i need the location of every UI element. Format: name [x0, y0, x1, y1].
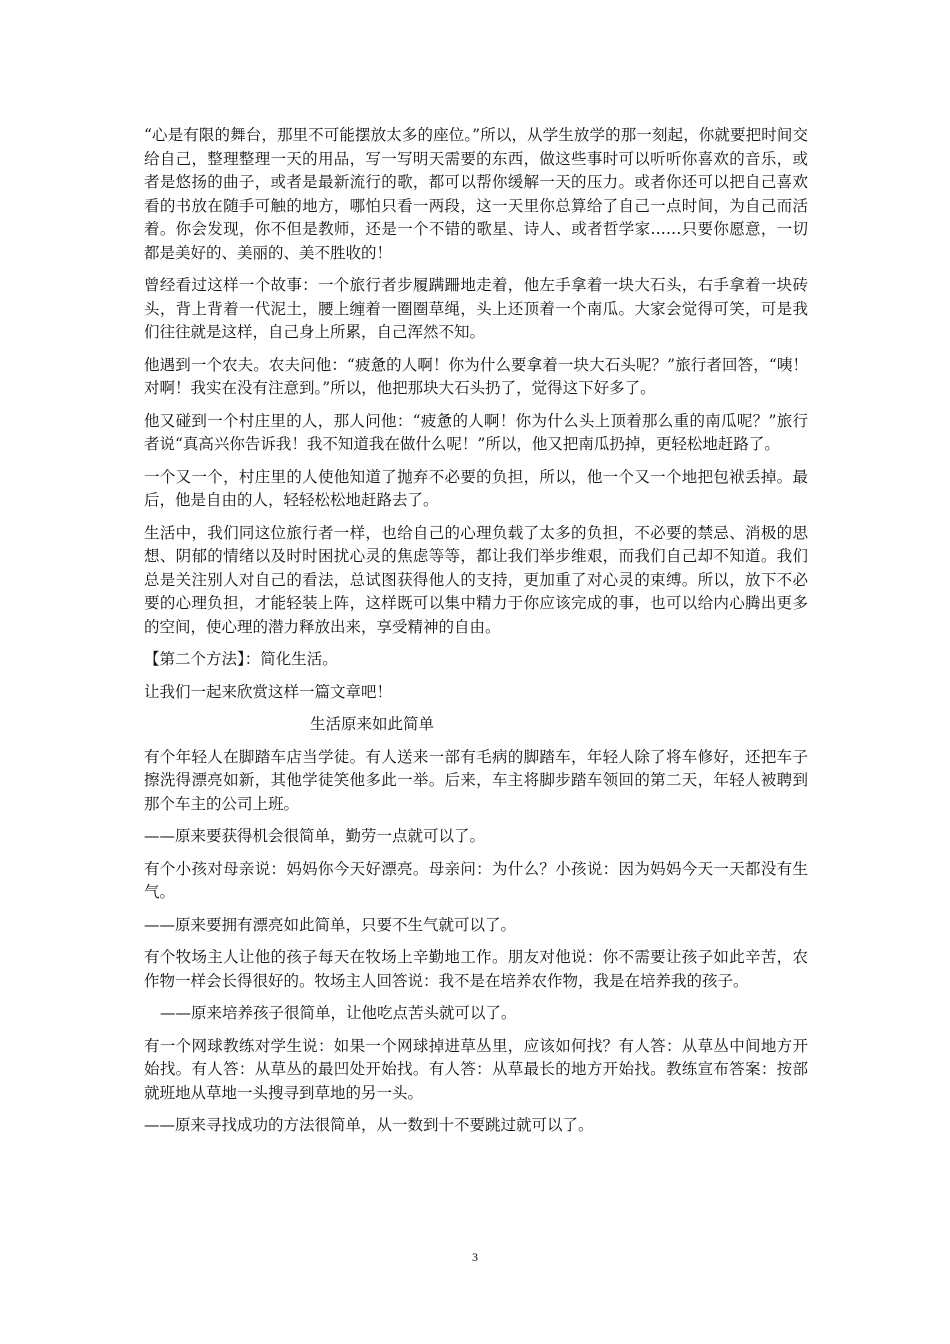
document-body [144, 124, 808, 1147]
paragraph-ranch-owner: 有个牧场主人让他的孩子每天在牧场上辛勤地工作。朋友对他说：你不需要让孩子如此辛苦，农作物一样会长得很好的。牧场主人回答说：我不是在培养农作物，我是在培养我的孩子。 [144, 948, 808, 990]
paragraph-child-mother: 有个小孩对母亲说：妈妈你今天好漂亮。母亲问：为什么？小孩说：因为妈妈今天一天都没有生气。 [144, 859, 808, 901]
moral-success: ——原来寻找成功的方法很简单，从一数到十不要跳过就可以了。 [144, 1116, 594, 1134]
page-number: 3 [472, 1250, 478, 1264]
paragraph-life-burden: 生活中，我们同这位旅行者一样，也给自己的心理负载了太多的负担，不必要的禁忌、消极的思想、阴郁的情绪以及时时困扰心灵的焦虑等等，都让我们举步维艰，而我们自己却不知道。我们总是关注别人对自己的看法，总试图获得他人的支持，更加重了对心灵的束缚。所以，放下不必要的心理负担，才能轻装上阵，这样既可以集中精力于你应该完成的事，也可以给内心腾出更多的空间，使心理的潜力释放出来，享受精神的自由。 [144, 523, 808, 636]
paragraph-bicycle-apprentice: 有个年轻人在脚踏车店当学徒。有人送来一部有毛病的脚踏车，年轻人除了将车修好，还把车子擦洗得漂亮如新，其他学徒笑他多此一举。后来，车主将脚步踏车领回的第二天，年轻人被聘到那个车主的公司上班。 [144, 747, 808, 813]
moral-opportunity: ——原来要获得机会很简单，勤劳一点就可以了。 [144, 827, 486, 845]
paragraph-tennis-coach: 有一个网球教练对学生说：如果一个网球掉进草丛里，应该如何找？有人答：从草丛中间地方开始找。有人答：从草丛的最凹处开始找。有人答：从草最长的地方开始找。教练宣布答案：按部就班地从草地一头搜寻到草地的另一头。 [144, 1036, 808, 1102]
section-heading-method-two: 【第二个方法】：简化生活。 [144, 650, 338, 668]
paragraph-heart-stage: “心是有限的舞台，那里不可能摆放太多的座位。”所以，从学生放学的那一刻起，你就要把时间交给自己，整理整理一天的用品，写一写明天需要的东西，做这些事时可以听听你喜欢的音乐，或者是悠扬的曲子，或者是最新流行的歌，都可以帮你缓解一天的压力。或者你还可以把自己喜欢看的书放在随手可触的地方，哪怕只看一两段，这一天里你总算给了自己一点时间，为自己而活着。你会发现，你不但是教师，还是一个不错的歌星、诗人、或者哲学家……只要你愿意，一切都是美好的、美丽的、美不胜收的！ [144, 126, 808, 262]
paragraph-traveler-story: 曾经看过这样一个故事：一个旅行者步履蹒跚地走着，他左手拿着一块大石头，右手拿着一块砖头，背上背着一代泥土，腰上缠着一圈圈草绳，头上还顶着一个南瓜。大家会觉得可笑，可是我们往往就是这样，自己身上所累，自己浑然不知。 [144, 276, 808, 341]
moral-raising-children: ——原来培养孩子很简单，让他吃点苦头就可以了。 [160, 1004, 517, 1022]
paragraph-intro-article: 让我们一起来欣赏这样一篇文章吧！ [144, 682, 393, 701]
paragraph-farmer: 他遇到一个农夫。农夫问他：“疲惫的人啊！你为什么要拿着一块大石头呢？”旅行者回答，“咦！对啊！我实在没有注意到。”所以，他把那块大石头扔了，觉得这下好多了。 [144, 355, 808, 397]
moral-beauty: ——原来要拥有漂亮如此简单，只要不生气就可以了。 [144, 915, 517, 934]
article-title: 生活原来如此简单 [310, 715, 435, 733]
paragraph-villager: 他又碰到一个村庄里的人，那人问他：“疲惫的人啊！你为什么头上顶着那么重的南瓜呢？”旅行者说“真高兴你告诉我！我不知道我在做什么呢！”所以，他又把南瓜扔掉，更轻松地赶路了。 [144, 411, 808, 453]
paragraph-free-man: 一个又一个，村庄里的人使他知道了抛弃不必要的负担，所以，他一个又一个地把包袱丢掉。最后，他是自由的人，轻轻松松地赶路去了。 [144, 467, 808, 509]
